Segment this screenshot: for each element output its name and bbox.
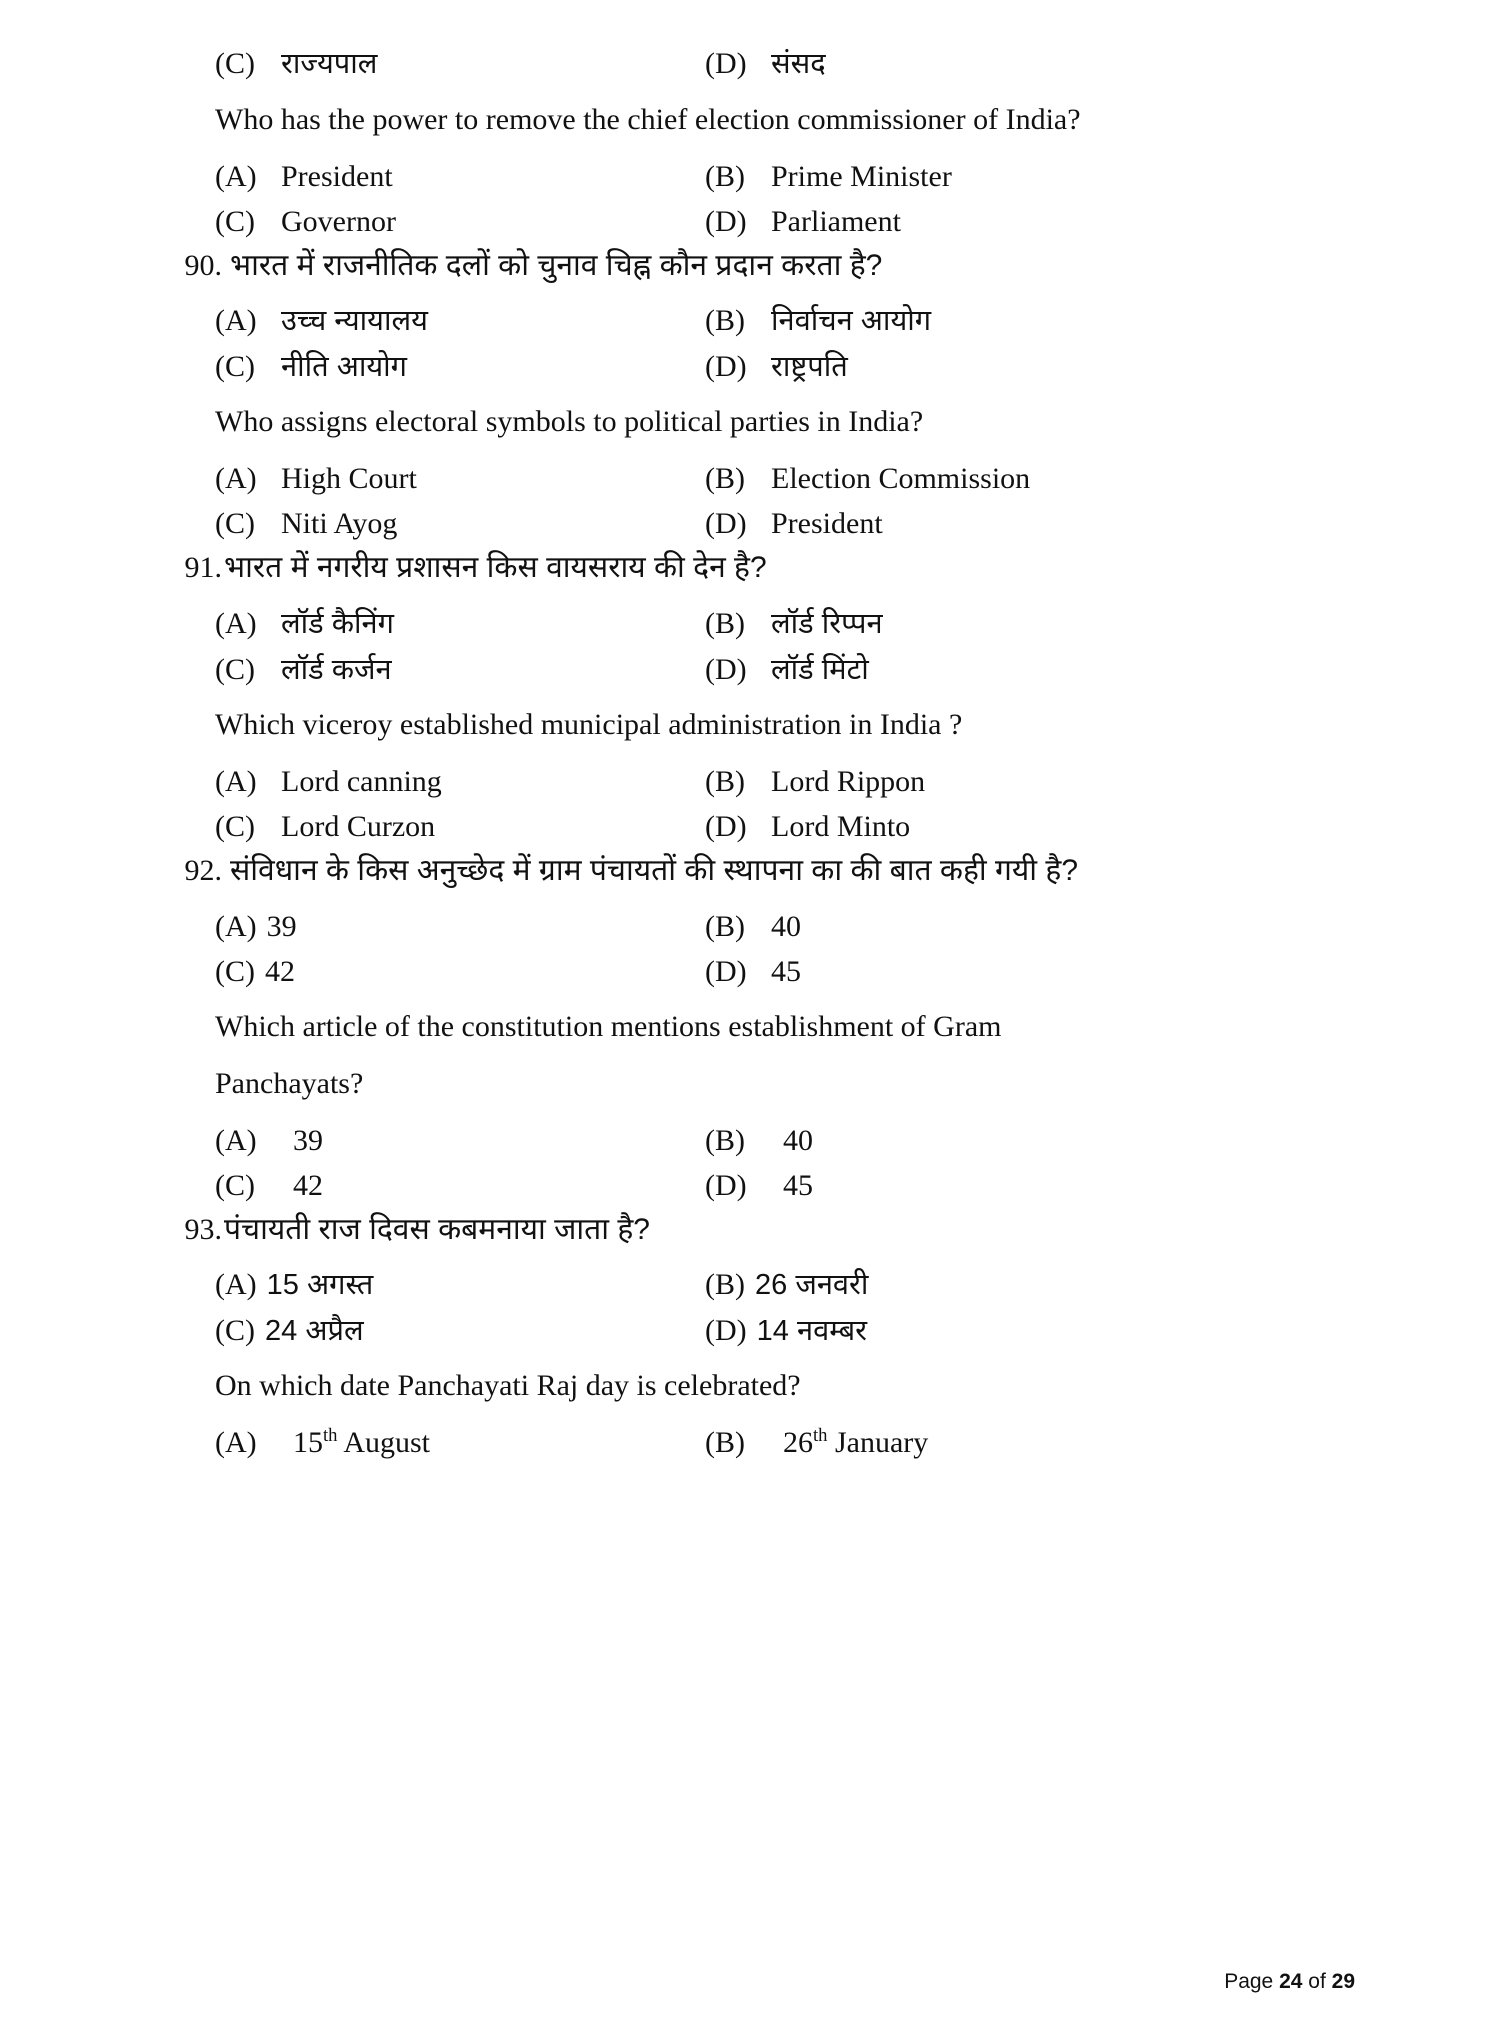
q92-stem-hindi-row [170,852,1355,890]
option-text-number: 26 [783,1426,813,1460]
option-text: Election Commission [771,462,1031,496]
option-text [293,1423,705,1462]
option-b [705,1265,1355,1305]
option-c [215,650,705,690]
footer-of: of [1308,1970,1326,1993]
q90-stem-hindi-row [170,247,1355,285]
option-a [215,157,705,196]
option-c [215,504,705,543]
option-a [215,459,705,498]
q92-options-cd-english [170,1166,1355,1205]
question-text: भारत में राजनीतिक दलों को चुनाव चिह्न कौन प्रदान करता है? [230,248,883,282]
option-c [215,44,705,84]
option-text: संसद [771,48,826,80]
option-label: (D) [705,1168,747,1202]
q91-options-cd-english [170,807,1355,846]
option-label: (D) [705,204,747,238]
option-c [215,1166,705,1205]
option-d [705,807,1355,846]
option-label: (C) [215,810,255,844]
q93-options-cd-hindi [170,1311,1355,1351]
q91-options-ab-english [170,762,1355,801]
option-text: लॉर्ड कर्जन [281,653,392,686]
option-c [215,807,705,846]
option-text: 15 अगस्त [266,1269,374,1301]
option-text: लॉर्ड कैनिंग [281,607,394,640]
option-a [215,907,705,946]
option-text-number: 15 [293,1426,323,1460]
question-number: 90. [184,248,222,282]
option-c [215,202,705,241]
option-text: Lord Rippon [771,765,926,799]
ordinal-suffix: th [323,1425,338,1447]
option-label: (B) [705,304,745,338]
option-text: 42 [293,1168,323,1202]
option-label: (D) [705,810,747,844]
option-a [215,1423,705,1462]
option-label: (D) [705,954,747,988]
option-text: 45 [771,954,801,988]
option-text: Lord canning [281,765,442,799]
option-label: (A) [215,1268,257,1301]
option-label: (B) [705,606,745,640]
option-label: (A) [215,765,257,799]
option-label: (B) [705,909,745,943]
q91-stem-english: Which viceroy established municipal administration in India ? [215,708,963,742]
q92-options-cd-hindi [170,952,1355,991]
option-d [705,650,1355,690]
option-text: President [281,159,393,193]
q90-options-cd-hindi [170,347,1355,387]
option-a [215,762,705,801]
option-text: 39 [293,1123,323,1157]
option-b [705,762,1355,801]
option-text: नीति आयोग [281,350,408,383]
footer-prefix: Page [1224,1970,1274,1993]
option-b [705,1121,1355,1160]
option-label: (B) [705,1123,745,1157]
option-text-rest: August [337,1426,430,1460]
q91-options-cd-hindi [170,650,1355,690]
option-text [783,1423,1355,1462]
q89-options-cd-english [170,202,1355,241]
option-c [215,347,705,387]
option-label: (C) [215,954,255,988]
option-label: (A) [215,1123,257,1157]
q90-options-cd-english [170,504,1355,543]
question-number: 93. [184,1212,222,1246]
question-number: 91. [184,551,222,585]
option-label: (C) [215,1313,255,1347]
option-label: (B) [705,765,745,799]
footer-page-number: 24 [1279,1970,1303,1993]
option-label: (B) [705,159,745,193]
option-a [215,604,705,644]
q92-stem-english-line1: Which article of the constitution mentions establishment of Gram [215,1009,1002,1043]
option-label: (A) [215,1426,257,1460]
option-label: (A) [215,909,257,943]
option-label: (D) [705,1313,747,1347]
option-label: (C) [215,652,255,686]
option-text: राष्ट्रपति [771,350,848,383]
option-a [215,1265,705,1305]
option-label: (D) [705,349,747,383]
option-text: 39 [266,909,297,943]
option-d [705,1311,1355,1351]
option-label: (D) [705,507,747,541]
option-text: President [771,507,883,541]
option-text: लॉर्ड मिंटो [771,653,869,686]
option-d [705,952,1355,991]
option-b [705,907,1355,946]
option-c [215,1311,705,1351]
option-label: (D) [705,652,747,686]
option-text: 26 जनवरी [755,1269,869,1301]
question-number: 92. [184,854,222,888]
option-text-rest: January [827,1426,929,1460]
option-text: 42 [265,954,295,988]
option-b [705,157,1355,196]
option-label: (C) [215,349,255,383]
option-text: लॉर्ड रिप्पन [771,607,883,640]
option-label: (B) [705,1426,745,1460]
option-text: 14 नवम्बर [756,1314,868,1347]
q91-options-ab-hindi [170,604,1355,644]
option-label: (A) [215,304,257,338]
option-label: (A) [215,606,257,640]
question-text: संविधान के किस अनुच्छेद में ग्राम पंचायतों की स्थापना का की बात कही गयी है? [230,854,1079,888]
option-text: Parliament [771,204,901,238]
q92-stem-english-line2: Panchayats? [215,1066,364,1100]
option-label: (B) [705,1268,745,1301]
option-label: (D) [705,47,747,80]
q90-options-ab-english [170,459,1355,498]
option-label: (C) [215,507,255,541]
option-label: (C) [215,1168,255,1202]
q93-stem-hindi-row [170,1211,1355,1249]
option-d [705,504,1355,543]
page-footer [1224,1970,1355,1994]
q90-options-ab-hindi [170,301,1355,341]
question-text: पंचायती राज दिवस कबमनाया जाता है? [224,1212,650,1246]
q93-options-ab-english [170,1423,1355,1462]
option-d [705,347,1355,387]
option-text: 40 [771,909,801,943]
option-a [215,301,705,341]
option-text: 40 [783,1123,813,1157]
q89-options-ab-english [170,157,1355,196]
option-text: Governor [281,204,396,238]
ordinal-suffix: th [813,1425,828,1447]
option-text: High Court [281,462,417,496]
q93-options-ab-hindi [170,1265,1355,1305]
q93-stem-english: On which date Panchayati Raj day is celebrated? [215,1369,801,1403]
option-label: (C) [215,47,255,80]
footer-total-pages: 29 [1331,1970,1355,1993]
option-label: (B) [705,462,745,496]
option-b [705,301,1355,341]
option-label: (A) [215,159,257,193]
option-b [705,459,1355,498]
q91-stem-hindi-row [170,549,1355,587]
option-text: राज्यपाल [281,48,378,80]
option-text: निर्वाचन आयोग [771,305,932,338]
option-d [705,1166,1355,1205]
question-text: भारत में नगरीय प्रशासन किस वायसराय की देन है? [224,551,767,585]
option-b [705,604,1355,644]
option-b [705,1423,1355,1462]
option-label: (C) [215,204,255,238]
q92-options-ab-hindi [170,907,1355,946]
option-a [215,1121,705,1160]
option-c [215,952,705,991]
option-text: Lord Curzon [281,810,436,844]
option-label: (A) [215,462,257,496]
option-text: उच्च न्यायालय [281,305,428,338]
q89-stem-english: Who has the power to remove the chief election commissioner of India? [215,102,1081,136]
option-text: Prime Minister [771,159,952,193]
option-text: Niti Ayog [281,507,398,541]
option-text: 24 अप्रैल [265,1314,364,1347]
q90-stem-english: Who assigns electoral symbols to political parties in India? [215,405,924,439]
option-text: 45 [783,1168,813,1202]
q92-options-ab-english [170,1121,1355,1160]
option-d [705,44,1355,84]
q89-options-cd-hindi [170,44,1355,84]
option-text: Lord Minto [771,810,911,844]
option-d [705,202,1355,241]
